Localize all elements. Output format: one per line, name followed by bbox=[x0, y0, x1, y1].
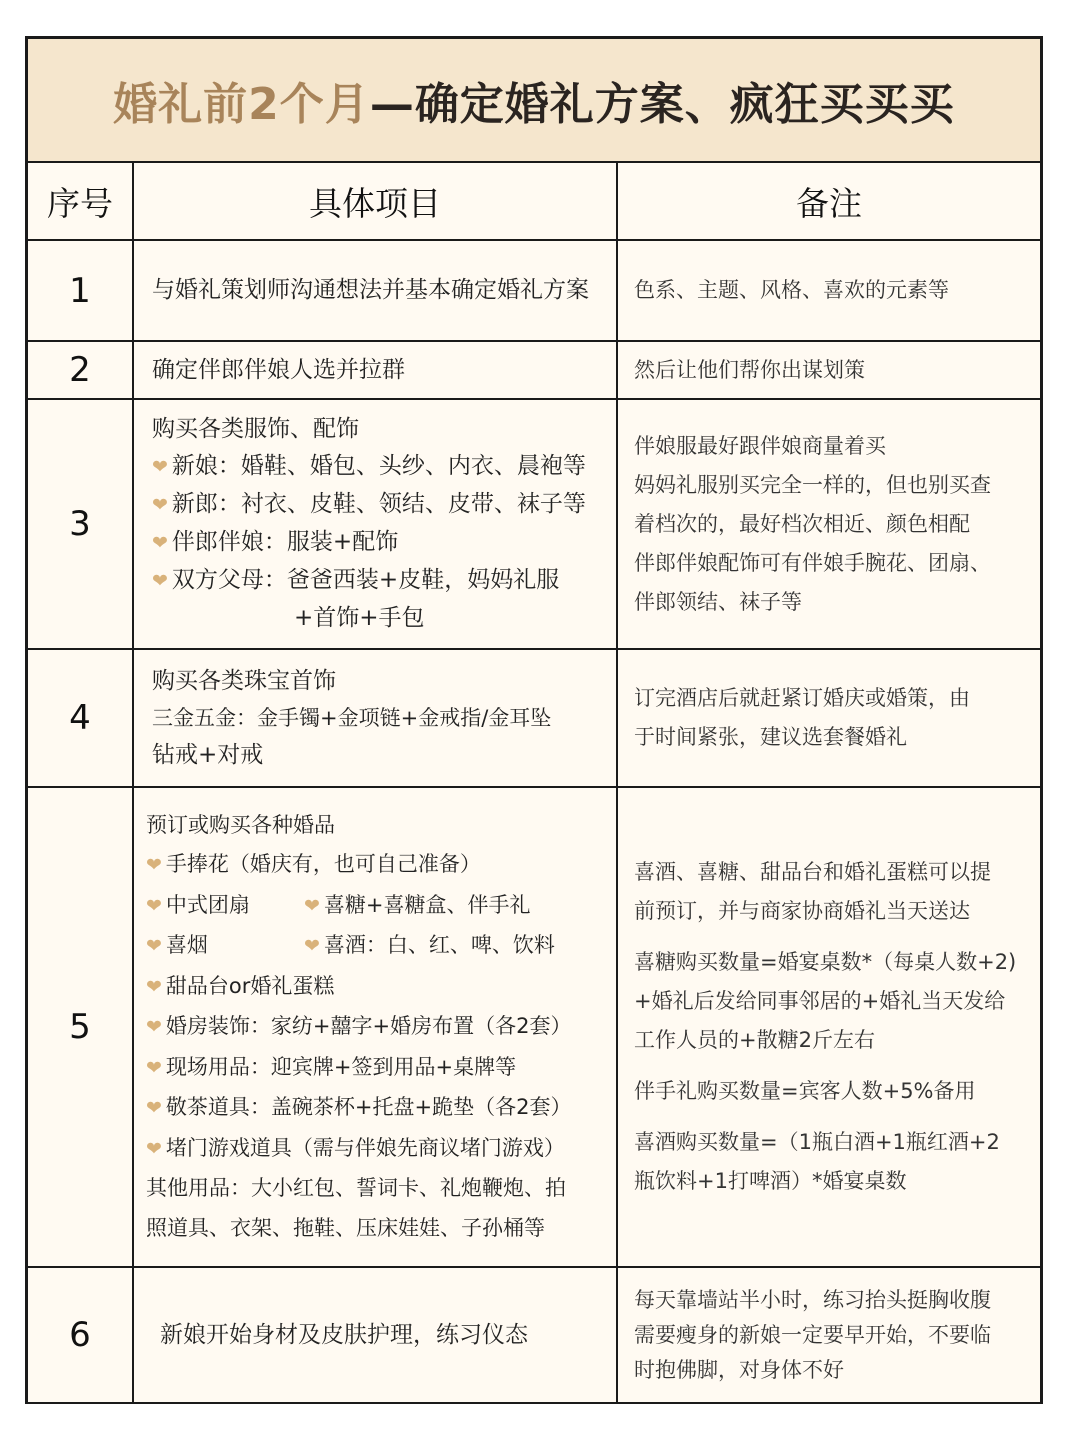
note-line: 伴郎伴娘配饰可有伴娘手腕花、团扇、 bbox=[634, 550, 991, 575]
note-line: 瓶饮料+1打啤酒）*婚宴桌数 bbox=[634, 1169, 907, 1193]
row-note bbox=[617, 787, 1040, 1267]
heart-icon: ❤ bbox=[146, 894, 162, 917]
note-line: 每天靠墙站半小时，练习抬头挺胸收腹 bbox=[634, 1287, 991, 1312]
checklist-sheet bbox=[25, 36, 1043, 1404]
note-line: 于时间紧张，建议选套餐婚礼 bbox=[634, 725, 907, 749]
note-text: 色系、主题、风格、喜欢的元素等 bbox=[634, 278, 949, 302]
note-line: 前预订，并与商家协商婚礼当天送达 bbox=[634, 899, 970, 923]
note-line: 着档次的，最好档次相近、颜色相配 bbox=[634, 511, 970, 536]
other-items-line: 其他用品：大小红包、誓词卡、礼炮鞭炮、拍 bbox=[146, 1176, 566, 1201]
bullet-item: ❤ 敬茶道具：盖碗茶杯+托盘+跪垫（各2套） bbox=[146, 1095, 572, 1120]
note-line: 伴娘服最好跟伴娘商量着买 bbox=[634, 433, 886, 458]
note-line: 喜酒购买数量=（1瓶白酒+1瓶红酒+2 bbox=[634, 1130, 1000, 1154]
heart-icon: ❤ bbox=[152, 494, 168, 516]
task-table bbox=[28, 163, 1040, 1402]
bullet-item: ❤ 新娘：婚鞋、婚包、头纱、内衣、晨袍等 bbox=[152, 453, 586, 479]
row-item bbox=[133, 341, 617, 399]
row-item bbox=[133, 399, 617, 649]
row-number: 5 bbox=[28, 787, 133, 1267]
bullet-item: ❤ 现场用品：迎宾牌+签到用品+桌牌等 bbox=[146, 1054, 517, 1079]
bullet-item: ❤ 婚房装饰：家纺+囍字+婚房布置（各2套） bbox=[146, 1014, 572, 1039]
note-line: 喜酒、喜糖、甜品台和婚礼蛋糕可以提 bbox=[634, 860, 991, 884]
item-line: 钻戒+对戒 bbox=[152, 741, 264, 768]
heart-icon: ❤ bbox=[146, 1097, 162, 1120]
heart-icon: ❤ bbox=[304, 935, 320, 958]
bullet-item: ❤ 中式团扇 bbox=[146, 892, 250, 917]
header-item: 具体项目 bbox=[133, 163, 617, 240]
item-text: 确定伴郎伴娘人选并拉群 bbox=[152, 356, 405, 383]
row-number: 1 bbox=[28, 240, 133, 341]
table-row bbox=[28, 649, 1040, 787]
row-note bbox=[617, 399, 1040, 649]
bullet-item: ❤ 双方父母：爸爸西装+皮鞋，妈妈礼服 bbox=[152, 567, 560, 593]
table-row bbox=[28, 787, 1040, 1267]
note-gap bbox=[634, 1060, 1030, 1072]
heart-icon: ❤ bbox=[304, 894, 320, 917]
bullet-item: ❤ 伴郎伴娘：服装+配饰 bbox=[152, 529, 399, 555]
item-line: 三金五金：金手镯+金项链+金戒指/金耳坠 bbox=[152, 705, 552, 730]
table-row bbox=[28, 240, 1040, 341]
heart-icon: ❤ bbox=[152, 456, 168, 478]
row-number: 4 bbox=[28, 649, 133, 787]
note-line: 妈妈礼服别买完全一样的，但也别买查 bbox=[634, 472, 991, 497]
row-note bbox=[617, 649, 1040, 787]
note-line: 时抱佛脚，对身体不好 bbox=[634, 1357, 844, 1382]
row-item bbox=[133, 1267, 617, 1402]
header-note: 备注 bbox=[617, 163, 1040, 240]
item-text: 新娘开始身材及皮肤护理，练习仪态 bbox=[160, 1321, 528, 1348]
bullet-item: ❤ 甜品台or婚礼蛋糕 bbox=[146, 973, 335, 998]
bullet-item: ❤ 堵门游戏道具（需与伴娘先商议堵门游戏） bbox=[146, 1135, 565, 1160]
other-items-line: 照道具、衣架、拖鞋、压床娃娃、子孙桶等 bbox=[146, 1215, 545, 1240]
header-num: 序号 bbox=[28, 163, 133, 240]
page-title bbox=[28, 39, 1040, 163]
heart-icon: ❤ bbox=[146, 935, 162, 958]
bullet-pair bbox=[146, 926, 604, 967]
note-line: 工作人员的+散糖2斤左右 bbox=[634, 1028, 875, 1052]
bullet-item: ❤ 新郎：衬衣、皮鞋、领结、皮带、袜子等 bbox=[152, 491, 586, 517]
header-row bbox=[28, 163, 1040, 240]
note-gap bbox=[634, 1111, 1030, 1123]
table-row bbox=[28, 1267, 1040, 1402]
item-title: 购买各类服饰、配饰 bbox=[152, 416, 359, 442]
heart-icon: ❤ bbox=[152, 570, 168, 592]
bullet-pair bbox=[146, 886, 604, 927]
heart-icon: ❤ bbox=[152, 532, 168, 554]
heart-icon: ❤ bbox=[146, 854, 162, 877]
item-line: 购买各类珠宝首饰 bbox=[152, 667, 336, 694]
note-line: +婚礼后发给同事邻居的+婚礼当天发给 bbox=[634, 989, 1006, 1013]
heart-icon: ❤ bbox=[146, 975, 162, 998]
title-part-1: 婚礼前2个月 bbox=[113, 79, 370, 130]
note-line: 伴手礼购买数量=宾客人数+5%备用 bbox=[634, 1079, 976, 1103]
note-line: 需要瘦身的新娘一定要早开始，不要临 bbox=[634, 1322, 991, 1347]
note-line: 喜糖购买数量=婚宴桌数*（每桌人数+2) bbox=[634, 950, 1017, 974]
note-gap bbox=[634, 931, 1030, 943]
row-note bbox=[617, 240, 1040, 341]
row-number: 2 bbox=[28, 341, 133, 399]
row-number: 3 bbox=[28, 399, 133, 649]
heart-icon: ❤ bbox=[146, 1016, 162, 1039]
note-text: 然后让他们帮你出谋划策 bbox=[634, 357, 865, 382]
heart-icon: ❤ bbox=[146, 1056, 162, 1079]
table-row bbox=[28, 341, 1040, 399]
bullet-continuation: +首饰+手包 bbox=[294, 605, 425, 631]
table-row bbox=[28, 399, 1040, 649]
row-item bbox=[133, 787, 617, 1267]
note-line: 订完酒店后就赶紧订婚庆或婚策，由 bbox=[634, 686, 970, 710]
row-item bbox=[133, 240, 617, 341]
bullet-item: ❤ 喜糖+喜糖盒、伴手礼 bbox=[304, 892, 531, 917]
row-item bbox=[133, 649, 617, 787]
note-line: 伴郎领结、袜子等 bbox=[634, 589, 802, 614]
row-note bbox=[617, 1267, 1040, 1402]
title-part-2: —确定婚礼方案、疯狂买买买 bbox=[369, 79, 955, 130]
bullet-item: ❤ 喜烟 bbox=[146, 933, 208, 958]
bullet-item: ❤ 喜酒：白、红、啤、饮料 bbox=[304, 933, 555, 958]
row-note bbox=[617, 341, 1040, 399]
row-number: 6 bbox=[28, 1267, 133, 1402]
item-text: 与婚礼策划师沟通想法并基本确定婚礼方案 bbox=[152, 277, 589, 303]
heart-icon: ❤ bbox=[146, 1137, 162, 1160]
bullet-item: ❤ 手捧花（婚庆有，也可自己准备） bbox=[146, 852, 481, 877]
item-title: 预订或购买各种婚品 bbox=[146, 812, 335, 837]
